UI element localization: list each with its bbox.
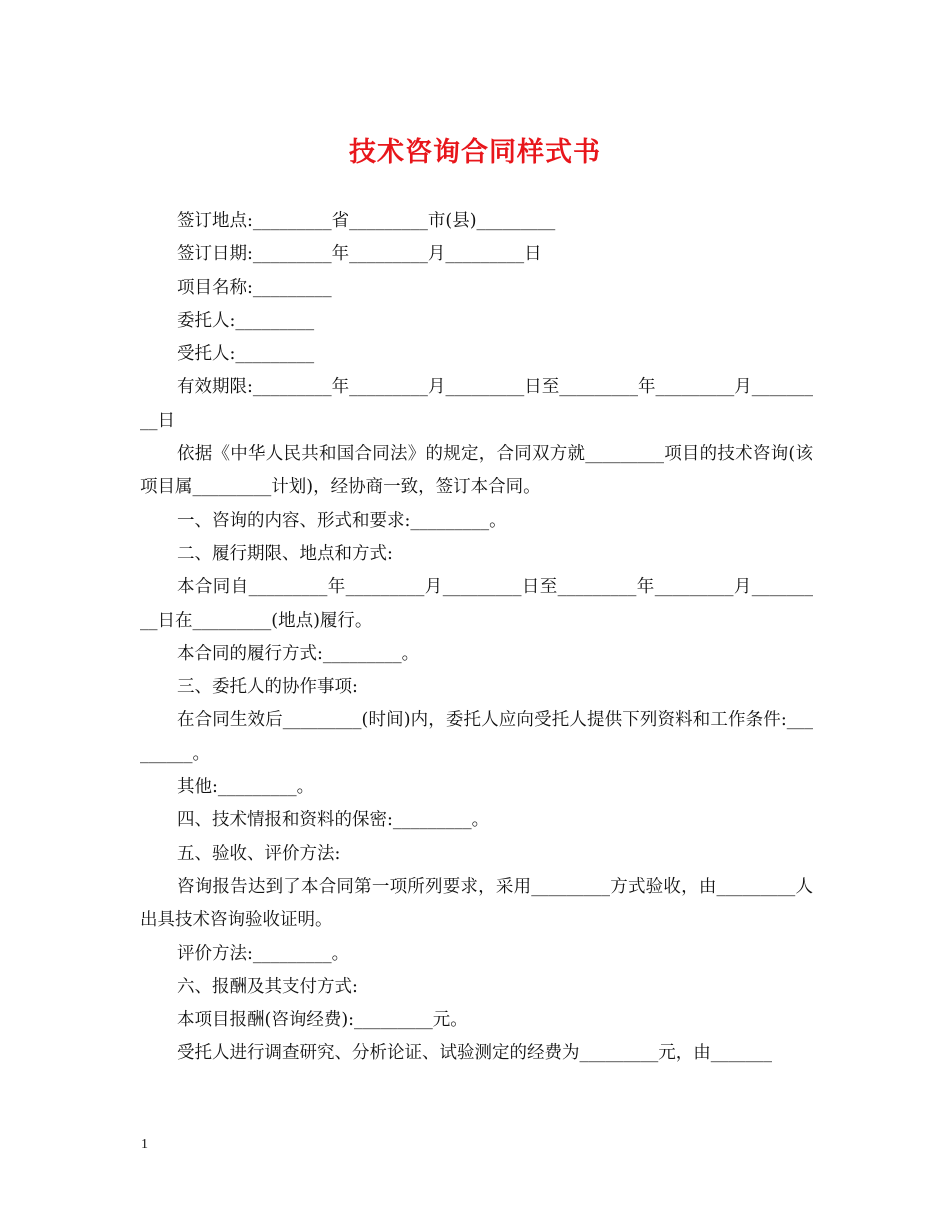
paragraph-remuneration: 本项目报酬(咨询经费):_________元。 bbox=[177, 1010, 468, 1031]
section-payment-heading: 六、报酬及其支付方式: bbox=[177, 976, 358, 997]
section-cooperation-heading: 三、委托人的协作事项: bbox=[177, 677, 358, 698]
document-title: 技术咨询合同样式书 bbox=[349, 137, 601, 168]
section-confidentiality: 四、技术情报和资料的保密:_________。 bbox=[177, 810, 490, 831]
paragraph-cooperation-materials: 在合同生效后_________(时间)内，委托人应向受托人提供下列资料和工作条件:_________。 bbox=[140, 710, 813, 764]
paragraph-acceptance-method: 咨询报告达到了本合同第一项所列要求，采用_________方式验收，由_________人出具技术咨询验收证明。 bbox=[140, 876, 813, 931]
section-performance-heading: 二、履行期限、地点和方式: bbox=[177, 543, 393, 564]
paragraph-performance-method: 本合同的履行方式:_________。 bbox=[177, 643, 420, 664]
paragraph-signing-place: 签订地点:_________省_________市(县)_________ bbox=[177, 211, 556, 231]
paragraph-evaluation-method: 评价方法:_________。 bbox=[177, 943, 350, 964]
section-consulting-content: 一、咨询的内容、形式和要求:_________。 bbox=[177, 510, 507, 531]
section-acceptance-heading: 五、验收、评价方法: bbox=[177, 843, 341, 864]
paragraph-research-expenses: 受托人进行调查研究、分析论证、试验测定的经费为_________元，由_______ bbox=[177, 1043, 772, 1064]
paragraph-project-name: 项目名称:_________ bbox=[177, 277, 332, 298]
paragraph-preamble: 依据《中华人民共和国合同法》的规定，合同双方就_________项目的技术咨询(该项目属_________计划)，经协商一致，签订本合同。 bbox=[140, 444, 813, 498]
paragraph-performance-period: 本合同自_________年_________月_________日至_________年_________月_________日在_________(地点)履行。 bbox=[140, 577, 813, 631]
paragraph-client: 委托人:_________ bbox=[177, 310, 315, 331]
page-number: 1 bbox=[141, 1137, 148, 1152]
paragraph-validity-period: 有效期限:_________年_________月_________日至_________年_________月_________日 bbox=[140, 377, 813, 431]
paragraph-signing-date: 签订日期:_________年_________月_________日 bbox=[177, 244, 542, 265]
paragraph-contractor: 受托人:_________ bbox=[177, 344, 315, 365]
paragraph-other: 其他:_________。 bbox=[177, 777, 315, 798]
document-body bbox=[140, 205, 813, 1071]
